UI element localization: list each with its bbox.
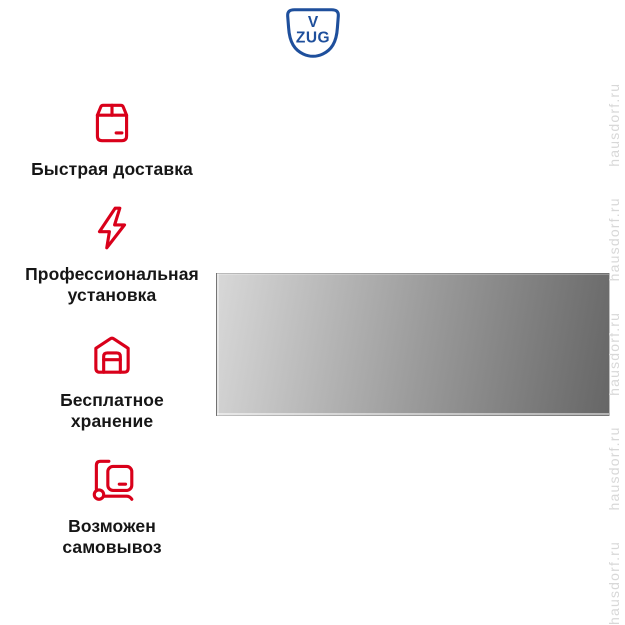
package-icon — [87, 98, 137, 148]
logo-word-zug: ZUG — [295, 29, 330, 47]
benefit-label: Быстрая доставка — [31, 159, 193, 179]
product-panel-image — [216, 273, 610, 416]
lightning-icon — [87, 203, 137, 253]
benefit-pickup-available — [62, 455, 161, 558]
benefit-label: Возможен самовывоз — [62, 516, 162, 557]
benefit-fast-delivery — [31, 98, 193, 180]
vzug-shield-icon — [282, 6, 344, 60]
trolley-icon — [87, 455, 137, 505]
benefit-free-storage — [60, 329, 164, 432]
vzug-logo — [282, 6, 344, 60]
watermark-hausdorf: hausdorf.ru hausdorf.ru hausdorf.ru hausdorf.ru hausdorf.ru — [606, 82, 622, 625]
benefit-professional-installation — [25, 203, 199, 306]
benefit-label: Бесплатное хранение — [60, 390, 164, 431]
benefits-list — [8, 98, 216, 558]
logo-letter-v: V — [307, 13, 318, 31]
warehouse-icon — [87, 329, 137, 379]
benefit-label: Профессиональная установка — [25, 264, 199, 305]
